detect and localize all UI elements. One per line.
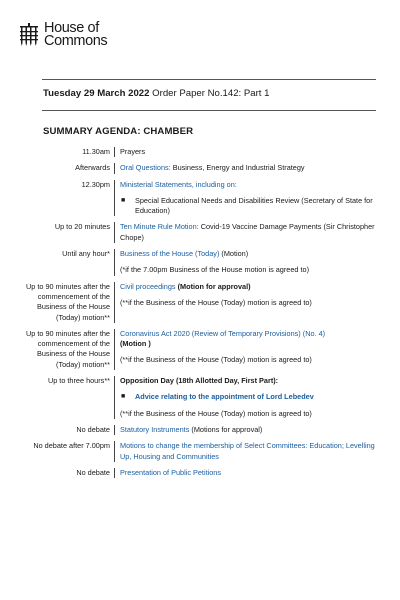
agenda-time: Up to three hours** — [47, 376, 110, 386]
agenda-item-line — [120, 339, 376, 349]
agenda-divider — [114, 282, 115, 323]
logo-line-2: Commons — [44, 33, 108, 49]
agenda-item — [120, 180, 376, 217]
portcullis-icon — [18, 23, 40, 47]
agenda-time: Up to 90 minutes after the commencement of the Business of the House (Today) motion** — [26, 281, 110, 322]
agenda-note: (**if the Business of the House (Today) motion is agreed to) — [120, 355, 312, 365]
agenda-item — [120, 376, 376, 419]
agenda-row — [24, 441, 376, 462]
agenda-row — [24, 376, 376, 419]
agenda-item-line — [120, 329, 376, 339]
agenda-bullet-text: Special Educational Needs and Disabilities Review (Secretary of State for Education) — [135, 195, 373, 216]
agenda-text: (Motions for approval) — [189, 424, 263, 434]
agenda-note: (**if the Business of the House (Today) motion is agreed to) — [120, 297, 312, 307]
square-bullet-icon: ■ — [121, 196, 126, 204]
agenda-row — [24, 163, 376, 173]
agenda-link[interactable]: Ten Minute Rule Motion: — [120, 222, 199, 232]
agenda-link[interactable]: Business of the House (Today) — [120, 249, 220, 259]
agenda-link[interactable]: Statutory Instruments — [120, 424, 190, 434]
agenda-link[interactable]: Oral Questions: — [120, 163, 171, 173]
agenda-time: No debate after 7.00pm — [33, 441, 110, 451]
agenda-time: 11.30am — [82, 147, 110, 156]
agenda-divider — [114, 329, 115, 370]
agenda-row — [24, 222, 376, 243]
agenda-divider — [114, 376, 115, 419]
agenda-divider — [114, 163, 115, 173]
agenda-note: (**if the Business of the House (Today) motion is agreed to) — [120, 408, 312, 418]
header-date: Tuesday 29 March 2022 — [43, 88, 150, 99]
agenda-divider — [114, 180, 115, 217]
agenda-text: Covid-19 Vaccine Damage Payments (Sir Christopher Chope) — [120, 222, 375, 242]
agenda-divider — [114, 441, 115, 462]
agenda-strong-text: (Motion for approval) — [175, 281, 251, 291]
agenda-item-line — [120, 376, 376, 386]
agenda-time: Up to 90 minutes after the commencement of the Business of the House (Today) motion** — [26, 328, 110, 369]
agenda-time: No debate — [76, 424, 110, 434]
agenda-item-line — [120, 147, 376, 157]
agenda-text: Prayers — [120, 147, 146, 156]
agenda-row — [24, 180, 376, 217]
parliament-logo — [18, 22, 107, 48]
agenda-divider — [114, 425, 115, 435]
square-bullet-icon: ■ — [121, 393, 126, 401]
agenda-item — [120, 282, 376, 323]
agenda-time: No debate — [76, 467, 110, 477]
agenda-text: Business, Energy and Industrial Strategy — [170, 163, 305, 173]
agenda-item-line — [120, 282, 376, 292]
agenda-row — [24, 425, 376, 435]
agenda-item-line — [120, 425, 376, 435]
agenda-time: Afterwards — [75, 163, 110, 173]
agenda-strong-text: (Motion ) — [120, 339, 151, 349]
agenda-bullet-link[interactable]: Advice relating to the appointment of Lord Lebedev — [135, 392, 314, 402]
logo-line-1: House of — [44, 20, 99, 36]
agenda-item — [120, 249, 376, 276]
agenda-strong-text: Opposition Day (18th Allotted Day, First Part): — [120, 376, 279, 386]
agenda-item — [120, 163, 376, 173]
agenda-item — [120, 425, 376, 435]
agenda-item — [120, 329, 376, 370]
agenda-row — [24, 329, 376, 370]
agenda-row — [24, 249, 376, 276]
agenda-text: (Motion) — [219, 249, 249, 259]
agenda-item-line — [120, 468, 376, 478]
agenda-item-line — [120, 222, 376, 243]
agenda-divider — [114, 147, 115, 157]
agenda-item-line — [120, 441, 376, 462]
agenda-time: Up to 20 minutes — [54, 222, 110, 232]
agenda-item — [120, 147, 376, 157]
agenda-item — [120, 222, 376, 243]
agenda-row — [24, 282, 376, 323]
header-order-paper: Order Paper No.142: Part 1 — [152, 88, 270, 99]
agenda-item-line — [120, 163, 376, 173]
agenda-divider — [114, 468, 115, 478]
agenda-link[interactable]: Civil proceedings — [120, 281, 176, 291]
header-rule-top — [42, 79, 376, 80]
agenda-table — [24, 147, 376, 484]
agenda-divider — [114, 249, 115, 276]
summary-agenda-title: SUMMARY AGENDA: CHAMBER — [43, 126, 194, 137]
agenda-divider — [114, 222, 115, 243]
agenda-bullet-item — [120, 392, 376, 402]
agenda-item-line — [120, 249, 376, 259]
agenda-time: 12.30pm — [81, 179, 110, 189]
agenda-bullet-item — [120, 196, 376, 217]
agenda-link[interactable]: Motions to change the membership of Select Committees: Education; Levelling Up, Housing and Communities — [120, 441, 375, 461]
order-paper-header — [43, 88, 269, 99]
agenda-note: (*if the 7.00pm Business of the House motion is agreed to) — [120, 265, 310, 275]
agenda-link[interactable]: Presentation of Public Petitions — [120, 467, 221, 477]
agenda-link[interactable]: Ministerial Statements, including on: — [120, 179, 237, 189]
agenda-item-line — [120, 180, 376, 190]
logo-wordmark — [44, 22, 107, 48]
header-rule-bottom — [42, 110, 376, 111]
agenda-row — [24, 468, 376, 478]
agenda-link[interactable]: Coronavirus Act 2020 (Review of Temporary Provisions) (No. 4) — [120, 328, 326, 338]
agenda-item — [120, 441, 376, 462]
agenda-time: Until any hour* — [62, 249, 110, 259]
agenda-item — [120, 468, 376, 478]
agenda-row — [24, 147, 376, 157]
